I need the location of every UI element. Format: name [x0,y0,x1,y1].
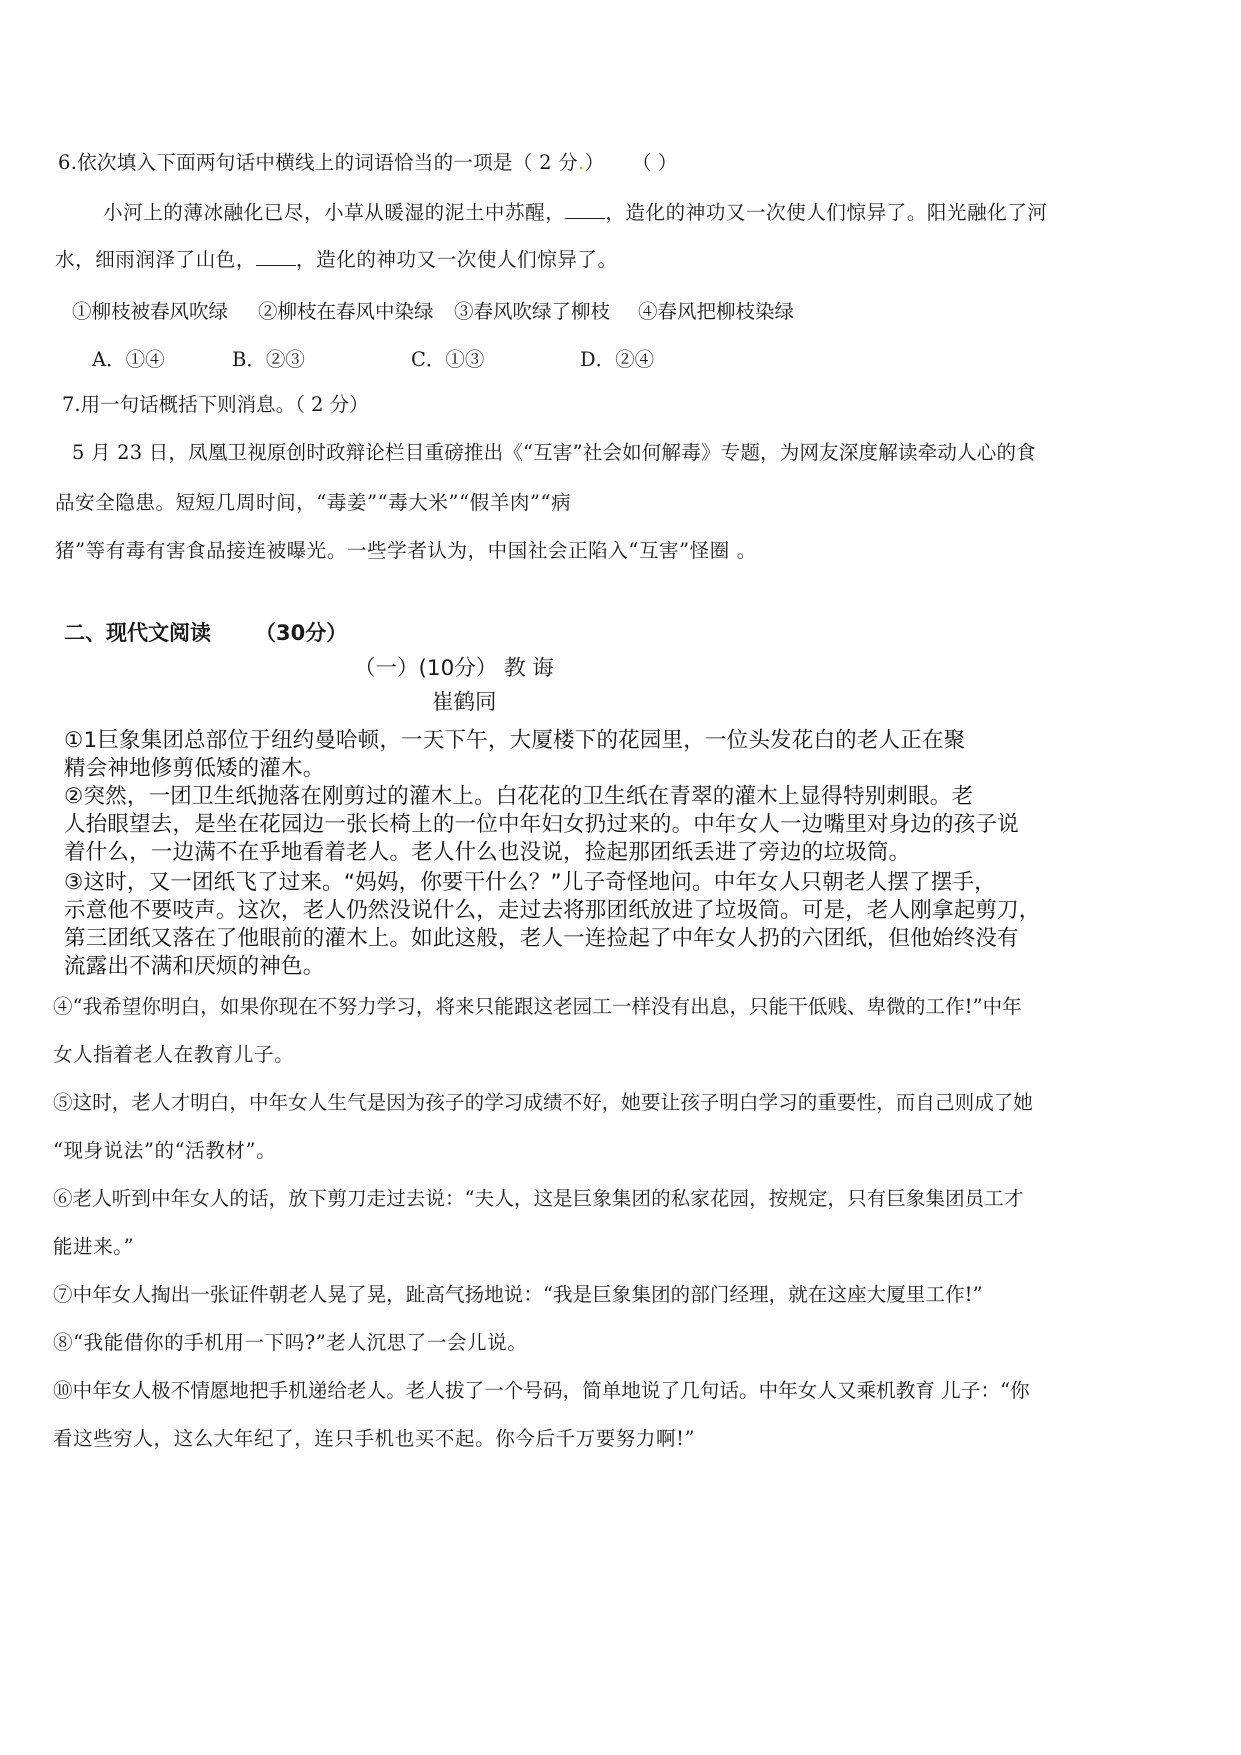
scan-line: 人抬眼望去，是坐在花园边一张长椅上的一位中年妇女扔过来的。中年女人一边嘴里对身边的孩子说 [64,812,1019,837]
scan-line: ②突然，一团卫生纸抛落在刚剪过的灌木上。白花花的卫生纸在青翠的灌木上显得特别刺眼。老 [64,784,974,809]
q7-stem: 7.用一句话概括下则消息。（ 2 分） [62,393,369,416]
q6-option-c: C．①③ [411,348,485,371]
q7-news-line-2: 品安全隐患。短短几周时间，“毒姜”“毒大米”“假羊肉”“病 [55,491,572,514]
q6-choice-1: ①柳枝被春风吹绿 [72,300,229,323]
paragraph-4: ④“我希望你明白，如果你现在不努力学习，将来只能跟这老园工一样没有出息，只能干低贱、卑微的工作!”中年 [53,995,1022,1018]
q6-option-d: D．②④ [580,348,655,371]
section-title: 二、现代文阅读 （30分） [64,621,348,645]
scan-line: 示意他不要吱声。这次，老人仍然没说什么，走过去将那团纸放进了垃圾筒。可是，老人刚拿起剪刀， [64,898,1041,923]
q6-sentence-line-1: 小河上的薄冰融化已尽，小草从暖湿的泥土中苏醒， ，造化的神功又一次使人们惊异了。阳光融化了河 [103,201,1048,224]
paragraph-5: ⑤这时，老人才明白，中年女人生气是因为孩子的学习成绩不好，她要让孩子明白学习的重要性，而自己则成了她 [53,1091,1034,1114]
paragraph-8: ⑧“我能借你的手机用一下吗?”老人沉思了一会儿说。 [53,1331,528,1354]
paragraph-10-cont: 看这些穷人，这么大年纪了，连只手机也买不起。你今后千万要努力啊!” [53,1427,696,1450]
paragraph-10: ⑩中年女人极不情愿地把手机递给老人。老人拔了一个号码，简单地说了几句话。中年女人又乘机教育 儿子：“你 [53,1379,1030,1402]
q6-option-b: B．②③ [232,348,305,371]
scan-line: ①1巨象集团总部位于纽约曼哈顿，一天下午，大厦楼下的花园里，一位头发花白的老人正在聚 [64,728,966,753]
fill-blank-2 [256,247,296,266]
q6-choice-4: ④春风把柳枝染绿 [638,300,795,323]
q6-option-a: A．①④ [92,348,165,371]
q6-stem: 6.依次填入下面两句话中横线上的词语恰当的一项是（ 2 分.） [58,151,605,174]
scan-line: ③这时，又一团纸飞了过来。“妈妈，你要干什么？”儿子奇怪地问。中年女人只朝老人摆了摆手， [64,870,996,895]
scan-line: 第三团纸又落在了他眼前的灌木上。如此这般，老人一连捡起了中年女人扔的六团纸，但他始终没有 [64,926,1019,951]
paragraph-6-cont: 能进来。” [53,1235,135,1258]
passage-author: 崔鹤同 [432,690,497,715]
section-score: （30分） [255,621,348,645]
highlight-mark: . [578,151,585,174]
q7-news-line-1: 5 月 23 日，凤凰卫视原创时政辩论栏目重磅推出《“互害”社会如何解毒》专题，为网友深度解读牵动人心的食 [72,441,1036,464]
paragraph-4-cont: 女人指着老人在教育儿子。 [53,1043,295,1066]
scan-line: 精会神地修剪低矮的灌木。 [64,756,325,781]
q6-answer-paren: （ ） [632,151,678,174]
q7-news-line-3: 猪”等有毒有害食品接连被曝光。一些学者认为，中国社会正陷入“互害”怪圈 。 [55,539,757,562]
passage-heading: （一）(10分） 教 诲 [354,656,554,681]
paragraph-7: ⑦中年女人掏出一张证件朝老人晃了晃，趾高气扬地说：“我是巨象集团的部门经理，就在这座大厦里工作!” [53,1283,983,1306]
scan-line: 流露出不满和厌烦的神色。 [64,954,325,979]
paragraph-5-cont: “现身说法”的“活教材”。 [53,1139,277,1162]
q6-choice-3: ③春风吹绿了柳枝 [454,300,611,323]
q6-sentence-line-2: 水，细雨润泽了山色， ，造化的神功又一次使人们惊异了。 [55,248,618,271]
scan-line: 着什么，一边满不在乎地看着老人。老人什么也没说，捡起那团纸丢进了旁边的垃圾筒。 [64,840,911,865]
fill-blank-1 [565,200,605,219]
paragraph-6: ⑥老人听到中年女人的话，放下剪刀走过去说：“夫人，这是巨象集团的私家花园，按规定，只有巨象集团员工才 [53,1187,1024,1210]
q6-choice-2: ②柳枝在春风中染绿 [258,300,434,323]
